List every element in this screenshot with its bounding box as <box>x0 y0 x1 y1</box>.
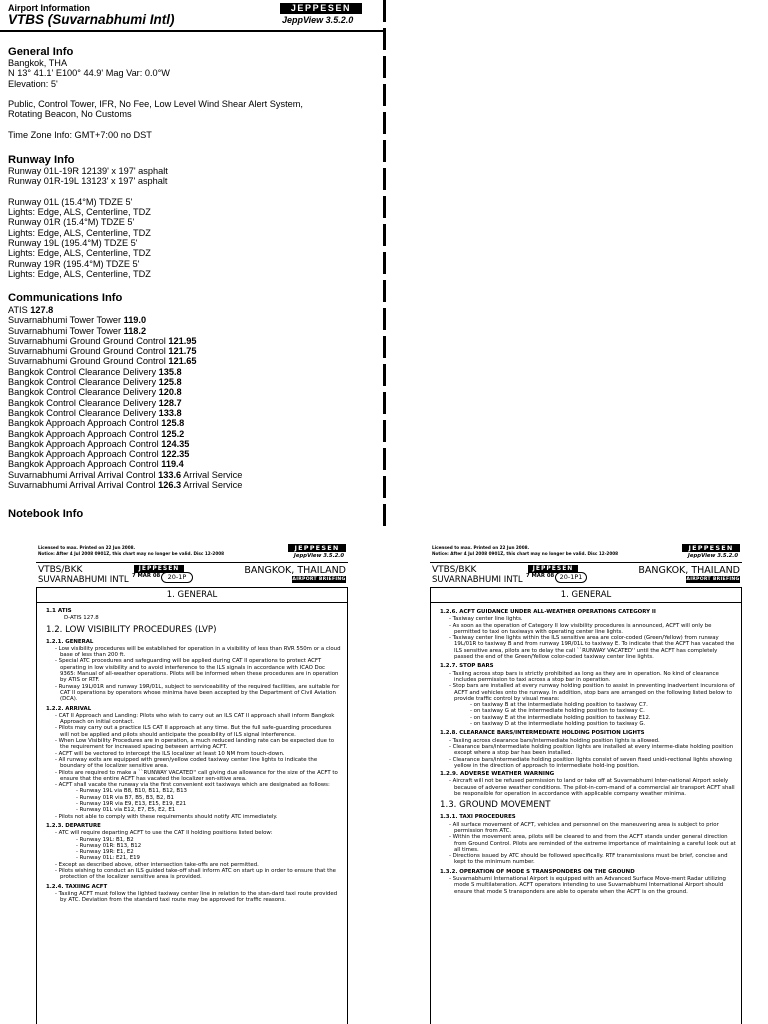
comm-frequency: 122.35 <box>161 449 190 460</box>
panel-divider <box>383 0 386 528</box>
comm-label: Suvarnabhumi Ground Ground Control <box>8 335 169 346</box>
comm-item <box>8 429 242 439</box>
info-line: Runway 19L (195.4°M) TDZE 5' <box>8 238 138 249</box>
communications-list <box>8 305 242 490</box>
airport-briefing-badge: AIRPORT BRIEFING <box>686 577 740 582</box>
jeppesen-logo: JEPPESEN <box>280 3 362 14</box>
paragraph: - on taxiway E at the intermediate holding position to taxiway E12. <box>470 714 651 721</box>
paragraph: - Pilots are required to make a ``RUNWAY VACATED'' call giving due allowance for the size of the ACFT to ensure that the entire ACFT has vacated the localizer sen-sitive area. <box>55 769 338 782</box>
airport-name: SUVARNABHUMI INTL <box>432 575 523 585</box>
paragraph: - All runway exits are equipped with green/yellow coded taxiway center line lights to indicate the boundary of the localizer sensitive area. <box>55 756 318 770</box>
paragraph: - ACFT shall vacate the runway via the first convenient exit taxiways which are designated as follows: <box>55 782 330 789</box>
communications-info-heading: Communications Info <box>8 292 123 304</box>
airport-title: VTBS (Suvarnabhumi Intl) <box>8 12 175 27</box>
comm-frequency: 121.95 <box>168 335 197 346</box>
paragraph: - Runway 19L via B8, B10, B11, B12, B13 <box>76 788 187 795</box>
paragraph: - Clearance bars/intermediate holding position lights consist of seven fixed unidi-rectional lights showing yellow in the direction of approach to intermediate hold-ing position. <box>449 756 732 769</box>
info-line: Lights: Edge, ALS, Centerline, TDZ <box>8 207 151 218</box>
jeppesen-logo: JEPPESEN <box>682 544 740 552</box>
page-number: 20-1P1 <box>555 572 587 583</box>
comm-label: Suvarnabhumi Ground Ground Control <box>8 356 169 367</box>
general-info-list <box>8 58 303 140</box>
comm-frequency: 120.8 <box>158 387 182 398</box>
info-line: N 13° 41.1' E100° 44.9' Mag Var: 0.0°W <box>8 68 170 79</box>
comm-label: Bangkok Control Clearance Delivery <box>8 407 159 418</box>
paragraph: - All surface movement of ACFT, vehicles and personnel on the maneuvering area is subject to prior permission from ATC. <box>449 821 719 834</box>
comm-frequency: 121.75 <box>168 346 197 357</box>
paragraph: - Taxiing across stop bars is strictly prohibited as long as they are in operation. No kind of clearance includes permission to taxi across a stop bar in operation. <box>449 670 719 683</box>
info-line: Lights: Edge, ALS, Centerline, TDZ <box>8 227 151 238</box>
app-version: JeppView 3.5.2.0 <box>282 15 354 25</box>
section-heading: 1.2.7. STOP BARS <box>440 663 494 670</box>
comm-frequency: 124.35 <box>161 438 190 449</box>
section-heading: 1.2.9. ADVERSE WEATHER WARNING <box>440 771 555 778</box>
general-info-heading: General Info <box>8 46 74 58</box>
info-line: Rotating Beacon, No Customs <box>8 109 132 120</box>
paragraph: - As soon as the operation of Category II low visibility procedures is announced, ACFT will only be permitted to taxi on taxiways with operating center line lights. <box>449 622 712 635</box>
section-heading: 1.2.8. CLEARANCE BARS/INTERMEDIATE HOLDING POSITION LIGHTS <box>440 730 645 737</box>
paragraph: - ACFT will be vectored to intercept the ILS localizer at least 10 NM from touch-down. <box>55 750 285 757</box>
comm-frequency: 125.8 <box>161 418 185 429</box>
page-divider <box>430 562 742 563</box>
info-line <box>8 89 303 99</box>
comm-item <box>8 356 242 366</box>
briefing-text <box>46 606 342 903</box>
paragraph: - Taxiing across clearance bars/intermediate holding position lights is allowed. <box>449 737 660 744</box>
paragraph: - on taxiway D at the intermediate holding position to taxiway G. <box>470 721 646 728</box>
comm-label: Bangkok Approach Approach Control <box>8 459 162 470</box>
comm-item <box>8 398 242 408</box>
info-line: Runway 19R (195.4°M) TDZE 5' <box>8 258 140 269</box>
info-line: Bangkok, THA <box>8 58 68 68</box>
paragraph: - Directions issued by ATC should be followed specifically. RTF transmissions must be brief, concise and kept to the minimum number. <box>449 853 728 866</box>
comm-frequency: 133.8 <box>158 407 182 418</box>
info-line: Runway 01L-19R 12139' x 197' asphalt <box>8 166 168 176</box>
paragraph: - Pilots may carry out a practice ILS CAT II approach at any time. But the full safe-guarding procedures will not be applied and pilots should anticipate the possibility of ILS signal interference. <box>55 725 332 738</box>
comm-item <box>8 418 242 428</box>
comm-label: Bangkok Control Clearance Delivery <box>8 377 159 388</box>
comm-frequency: 135.8 <box>158 366 182 377</box>
paragraph: - Runway 19R: E1, E2 <box>76 849 134 856</box>
section-heading: 1.1 ATIS <box>46 608 72 614</box>
section-label: Airport Information <box>8 3 90 13</box>
paragraph: - Runway 19L/01R and runway 19R/01L, subject to serviceability of the required facilities, are suitable for CAT II operations by operators whose minima have been accepted by the Department of Civil Aviation (DCA). <box>55 683 340 703</box>
section-heading: 1.3.1. TAXI PROCEDURES <box>440 814 516 821</box>
paragraph: - Stop bars are installed at every runway holding position to assist in preventing inadvertent incursions of ACFT and vehicles onto the runway. In addition, stop bars are arranged on the following listed below to provide traffic control by visual means: <box>449 683 735 702</box>
paragraph: - Taxiway center line lights. <box>449 616 523 623</box>
comm-frequency: 125.2 <box>161 428 185 439</box>
comm-frequency: 119.0 <box>123 315 147 326</box>
comm-frequency: 125.8 <box>158 377 182 388</box>
comm-label: Suvarnabhumi Arrival Arrival Control <box>8 480 159 491</box>
info-line: Public, Control Tower, IFR, No Fee, Low Level Wind Shear Alert System, <box>8 99 303 110</box>
paragraph: - Aircraft will not be refused permission to land or take off at Suvarnabhumi Inter-national Airport solely because of adverse weather conditions. The pilot-in-com-mand of a commercial air transport ACFT shall be responsible for operation in accordance with applicable company weather minima. <box>449 778 735 798</box>
info-line: Lights: Edge, ALS, Centerline, TDZ <box>8 268 151 279</box>
paragraph: - Except as described above, other intersection take-offs are not permitted. <box>55 861 259 868</box>
notebook-info-heading: Notebook Info <box>8 508 84 520</box>
info-line: Lights: Edge, ALS, Centerline, TDZ <box>8 248 151 259</box>
page-divider <box>36 562 348 563</box>
comm-service: Arrival Service <box>181 469 243 480</box>
chart-date: 7 MAR 08 <box>526 573 555 579</box>
paragraph: - Pilots not able to comply with these requirements should notify ATC immediately. <box>55 813 278 820</box>
comm-item <box>8 315 242 325</box>
section-title: 1. GENERAL <box>430 588 742 603</box>
license-line: Licensed to max. Printed on 22 Jun 2008. <box>432 545 530 550</box>
city-country: BANGKOK, THAILAND <box>244 565 346 576</box>
comm-item <box>8 470 242 480</box>
info-line <box>8 120 303 130</box>
comm-label: Suvarnabhumi Arrival Arrival Control <box>8 469 159 480</box>
paragraph: D-ATIS 127.8 <box>64 615 99 622</box>
info-line: Elevation: 5' <box>8 78 58 89</box>
jeppesen-logo: JEPPESEN <box>288 544 346 552</box>
comm-label: Bangkok Approach Approach Control <box>8 428 162 439</box>
paragraph: - Runway 01R: B13, B12 <box>76 842 142 849</box>
paragraph: - Runway 19L: B1, B2 <box>76 836 134 843</box>
paragraph: - Taxiing ACFT must follow the lighted taxiway center line in relation to the stan-dard taxi route provided by ATC. Deviation from the standard taxi route may be approved for traffic reasons. <box>55 890 338 904</box>
runway-info-list <box>8 166 168 279</box>
comm-item <box>8 377 242 387</box>
airport-briefing-badge: AIRPORT BRIEFING <box>292 577 346 582</box>
section-heading: 1.3.2. OPERATION OF MODE S TRANSPONDERS ON THE GROUND <box>440 868 635 875</box>
comm-frequency: 126.3 <box>158 480 182 491</box>
page-number: 20-1P <box>161 572 193 583</box>
paragraph: - CAT II Approach and Landing: Pilots who wish to carry out an ILS CAT II approach shall inform Bangkok Approach on initial contact. <box>55 712 335 726</box>
section-heading: 1.2.3. DEPARTURE <box>46 822 101 829</box>
info-line: Runway 01L (15.4°M) TDZE 5' <box>8 196 133 207</box>
paragraph: - Runway 01R via B7, B5, B3, B2, B1 <box>76 794 174 801</box>
paragraph: - Pilots wishing to conduct an ILS guided take-off shall inform ATC on start up in order to ensure that the protection of the localizer sensitive area is provided. <box>55 867 336 881</box>
comm-frequency: 133.6 <box>158 469 182 480</box>
comm-label: Bangkok Control Clearance Delivery <box>8 366 159 377</box>
briefing-text <box>440 606 736 895</box>
airport-code: VTBS/BKK <box>432 565 477 575</box>
comm-label: Bangkok Approach Approach Control <box>8 438 162 449</box>
page-version: JeppView 3.5.2.0 <box>687 553 738 559</box>
paragraph: - When Low Visibility Procedures are in operation, a much reduced landing rate can be expected due to the requirement for increased spacing between arriving ACFT. <box>55 738 335 751</box>
comm-frequency: 118.2 <box>123 325 147 336</box>
section-heading: 1.2.4. TAXIING ACFT <box>46 883 108 890</box>
paragraph: - Runway 01L via E12, E7, E5, E2, E1 <box>76 807 176 814</box>
airport-name: SUVARNABHUMI INTL <box>38 575 129 585</box>
chart-date: 7 MAR 08 <box>132 573 161 579</box>
comm-item <box>8 408 242 418</box>
paragraph: - on taxiway B at the intermediate holding position to taxiway C7. <box>470 702 648 709</box>
paragraph: - Low visibility procedures will be established for operation in a visibility of less than RVR 550m or a cloud base of less than 200 ft. <box>55 645 341 659</box>
airport-info-panel <box>0 0 386 528</box>
comm-label: Suvarnabhumi Ground Ground Control <box>8 346 169 357</box>
comm-item <box>8 387 242 397</box>
comm-label: Bangkok Approach Approach Control <box>8 449 162 460</box>
jeppesen-small-logo: JEPPESEN <box>528 565 578 573</box>
paragraph: - on taxiway G at the intermediate holding position to taxiway C. <box>470 708 645 715</box>
info-line: Runway 01R (15.4°M) TDZE 5' <box>8 217 135 228</box>
notice-line: Notice: After 4 Jul 2008 0901Z, this chart may no longer be valid. Disc 12-2008 <box>432 551 619 556</box>
comm-item <box>8 439 242 449</box>
comm-label: Bangkok Control Clearance Delivery <box>8 387 159 398</box>
paragraph: - Suvarnabhumi International Airport is equipped with an Advanced Surface Move-ment Radar utilizing mode S multilateration. ACFT operators intending to use Suvarnabhumi International Airport should ensure that mode S transponders are able to operate when the ACFT is on the ground. <box>449 875 726 895</box>
section-heading: 1.2. LOW VISIBILITY PROCEDURES (LVP) <box>46 624 217 635</box>
comm-label: Suvarnabhumi Tower Tower <box>8 315 124 326</box>
comm-frequency: 127.8 <box>30 305 54 315</box>
comm-frequency: 119.4 <box>161 459 184 470</box>
info-line: Runway 01R-19L 13123' x 197' asphalt <box>8 176 168 187</box>
comm-item <box>8 367 242 377</box>
comm-item <box>8 449 242 459</box>
comm-label: ATIS <box>8 305 31 315</box>
paragraph: - Taxiway center line lights within the ILS sensitive area are color-coded (Green/Yellow) from runway 19L/01R to taxiway B and from runway 19R/01L to taxiway E. To indicate that the ACFT has vacated the ILS sensitive area, pilots are to delay the call ``RUNWAY VACATED'' until the ACFT has completely passed the end of the Green/Yellow color-coded taxiway center line lights. <box>449 635 735 661</box>
license-line: Licensed to max. Printed on 22 Jun 2008. <box>38 545 136 550</box>
comm-item <box>8 480 242 490</box>
notice-line: Notice: After 4 Jul 2008 0901Z, this chart may no longer be valid. Disc 12-2008 <box>38 551 225 556</box>
comm-label: Suvarnabhumi Tower Tower <box>8 325 124 336</box>
info-line: Time Zone Info: GMT+7:00 no DST <box>8 130 152 141</box>
paragraph: - Runway 19R via E9, E13, E15, E19, E21 <box>76 801 187 808</box>
comm-item <box>8 346 242 356</box>
section-heading: 1.2.6. ACFT GUIDANCE UNDER ALL-WEATHER OPERATIONS CATEGORY II <box>440 609 656 615</box>
briefing-page-20-1p1 <box>430 540 742 1024</box>
paragraph: - Special ATC procedures and safeguarding will be applied during CAT II operations to protect ACFT operating in low visibility and to avoid interference to the ILS signals in accordance with ICAO Doc 9365: Manual of all-weather operations. Pilots will be informed when these procedures are in operation by ATIS or RTF. <box>55 658 339 684</box>
comm-item <box>8 326 242 336</box>
comm-frequency: 121.65 <box>168 356 197 367</box>
comm-item <box>8 336 242 346</box>
comm-label: Bangkok Control Clearance Delivery <box>8 397 159 408</box>
info-line <box>8 187 168 197</box>
comm-item <box>8 459 242 469</box>
airport-code: VTBS/BKK <box>38 565 83 575</box>
section-title: 1. GENERAL <box>36 588 348 603</box>
paragraph: - Clearance bars/intermediate holding position lights are installed at every interme-diate holding position except where a stop bar has been installed. <box>449 743 734 757</box>
city-country: BANGKOK, THAILAND <box>638 565 740 576</box>
jeppesen-small-logo: JEPPESEN <box>134 565 184 573</box>
briefing-page-20-1p <box>36 540 348 1024</box>
paragraph: - ATC will require departing ACFT to use the CAT II holding positions listed below: <box>55 830 273 837</box>
comm-label: Bangkok Approach Approach Control <box>8 418 162 429</box>
comm-frequency: 128.7 <box>158 397 182 408</box>
runway-info-heading: Runway Info <box>8 154 75 166</box>
header-divider <box>0 30 384 32</box>
comm-item <box>8 305 242 315</box>
section-heading: 1.2.1. GENERAL <box>46 638 94 645</box>
page-version: JeppView 3.5.2.0 <box>293 553 344 559</box>
section-heading: 1.2.2. ARRIVAL <box>46 705 92 712</box>
paragraph: - Runway 01L: E21, E19 <box>76 855 140 862</box>
paragraph: - Within the movement area, pilots will be cleared to and from the ACFT stands under general direction from Ground Control. Pilots are reminded of the extreme importance of maintaining a careful look out at all times. <box>449 834 736 853</box>
section-heading: 1.3. GROUND MOVEMENT <box>440 800 551 811</box>
comm-service: Arrival Service <box>181 480 243 491</box>
